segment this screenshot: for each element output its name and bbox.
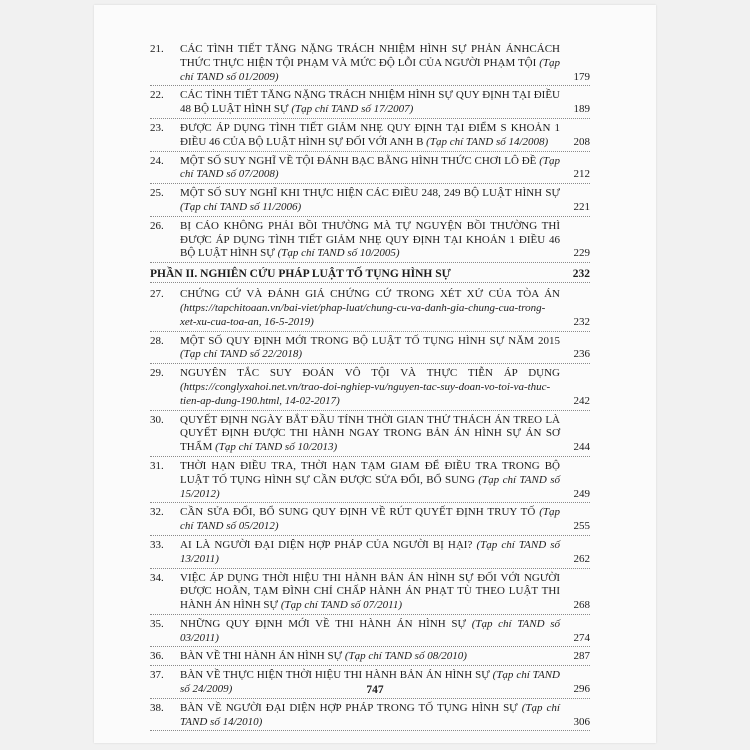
entry-source: (Tạp chí TAND số 13/2011) — [180, 538, 561, 565]
toc-list-part-2 — [150, 288, 590, 731]
toc-entry — [150, 187, 590, 217]
toc-entry — [150, 650, 590, 666]
entry-number: 36. — [150, 650, 164, 663]
entry-title: NGUYÊN TẮC SUY ĐOÁN VÔ TỘI VÀ THỰC TIỄN ÁP DỤNG — [180, 367, 560, 380]
entry-page: 268 — [573, 599, 590, 612]
entry-title: MỘT SỐ QUY ĐỊNH MỚI TRONG BỘ LUẬT TỐ TỤNG HÌNH SỰ NĂM 2015 — [180, 334, 560, 347]
toc-entry — [150, 122, 590, 152]
section-title: PHẦN II. NGHIÊN CỨU PHÁP LUẬT TỐ TỤNG HÌNH SỰ — [150, 268, 451, 281]
entry-page: 189 — [573, 103, 590, 116]
entry-source: (Tạp chí TAND số 11/2006) — [180, 200, 302, 213]
entry-number: 26. — [150, 219, 164, 232]
entry-page: 232 — [573, 315, 590, 328]
toc-entry — [150, 288, 590, 331]
entry-page: 296 — [573, 683, 590, 696]
entry-text — [180, 572, 560, 613]
toc-entry — [150, 618, 590, 648]
page-number: 747 — [366, 684, 384, 696]
entry-number: 33. — [150, 538, 164, 551]
entry-page: 306 — [573, 715, 590, 728]
entry-title: CÁC TÌNH TIẾT TĂNG NẶNG TRÁCH NHIỆM HÌNH SỰ QUY ĐỊNH TẠI ĐIỀU 48 BỘ LUẬT HÌNH SỰ — [180, 89, 560, 116]
entry-number: 21. — [150, 43, 164, 55]
entry-source: (Tạp chí TAND số 10/2013) — [215, 441, 338, 454]
entry-text — [180, 506, 560, 534]
entry-page: 229 — [573, 247, 590, 260]
entry-page: 287 — [573, 650, 590, 663]
entry-page: 255 — [573, 520, 590, 533]
entry-source: (Tạp chí TAND số 05/2012) — [180, 506, 561, 533]
toc-entry — [150, 43, 590, 86]
entry-number: 31. — [150, 459, 164, 472]
entry-page: 236 — [573, 348, 590, 361]
entry-text — [180, 702, 560, 730]
toc-entry — [150, 539, 590, 569]
entry-number: 38. — [150, 701, 164, 714]
toc-entry — [150, 220, 590, 263]
entry-source: (Tạp chí TAND số 03/2011) — [180, 617, 560, 644]
entry-source: (https://conglyxahoi.net.vn/trao-doi-nghiep-vu/nguyen-tac-suy-doan-vo-toi-va-thuc-tien-ap-dung-190.html, 14-02-2017) — [180, 380, 551, 407]
entry-title: NHỮNG QUY ĐỊNH MỚI VỀ THI HÀNH ÁN HÌNH SỰ — [180, 617, 467, 630]
entry-source: (Tạp chí TAND số 24/2009) — [180, 669, 560, 696]
entry-page: 249 — [573, 487, 590, 500]
entry-text — [180, 288, 560, 329]
entry-source: (Tạp chí TAND số 14/2010) — [180, 701, 560, 728]
entry-text — [180, 335, 560, 363]
entry-text — [180, 414, 560, 455]
entry-source: (Tạp chí TAND số 14/2008) — [426, 135, 549, 148]
entry-title: CẦN SỬA ĐỔI, BỔ SUNG QUY ĐỊNH VỀ RÚT QUYẾT ĐỊNH TRUY TỐ — [180, 506, 536, 519]
entry-title: MỘT SỐ SUY NGHĨ VỀ TỘI ĐÁNH BẠC BẰNG HÌNH THỨC CHƠI LÔ ĐỀ — [180, 154, 537, 167]
entry-text — [180, 618, 560, 646]
entry-title: THỜI HẠN ĐIỀU TRA, THỜI HẠN TẠM GIAM ĐỂ ĐIỀU TRA TRONG BỘ LUẬT TỐ TỤNG HÌNH SỰ CẦN ĐƯỢC SỬA ĐỔI, BỔ SUNG — [180, 459, 560, 486]
entry-text — [180, 650, 560, 664]
entry-page: 221 — [573, 200, 590, 213]
toc-entry — [150, 460, 590, 503]
entry-number: 29. — [150, 367, 164, 380]
entry-source: (Tạp chí TAND số 15/2012) — [180, 473, 560, 500]
entry-page: 212 — [573, 168, 590, 181]
toc-entry — [150, 155, 590, 185]
entry-text — [180, 220, 560, 261]
entry-number: 37. — [150, 669, 164, 682]
entry-source: (Tạp chí TAND số 10/2005) — [277, 247, 400, 260]
entry-title: AI LÀ NGƯỜI ĐẠI DIỆN HỢP PHÁP CỦA NGƯỜI BỊ HẠI? — [180, 538, 473, 551]
entry-text — [180, 43, 560, 84]
entry-text — [180, 89, 560, 117]
entry-number: 25. — [150, 187, 164, 200]
toc-entry — [150, 367, 590, 410]
toc-entry — [150, 89, 590, 119]
entry-page: 179 — [573, 70, 590, 83]
section-heading — [150, 267, 590, 283]
entry-title: CHỨNG CỨ VÀ ĐÁNH GIÁ CHỨNG CỨ TRONG XÉT XỬ CỦA TÒA ÁN — [180, 288, 560, 301]
toc-list-part-1 — [150, 43, 590, 263]
entry-number: 30. — [150, 413, 164, 426]
toc-entry — [150, 702, 590, 732]
entry-source: (Tạp chí TAND số 08/2010) — [344, 650, 467, 663]
entry-title: VIỆC ÁP DỤNG THỜI HIỆU THI HÀNH BẢN ÁN HÌNH SỰ ĐỐI VỚI NGƯỜI ĐƯỢC HOÃN, TẠM ĐÌNH CHỈ CHẤP HÀNH ÁN PHẠT TÙ THEO LUẬT THI HÀNH ÁN HÌNH SỰ — [180, 571, 560, 612]
entry-number: 32. — [150, 506, 164, 519]
entry-text — [180, 539, 560, 567]
entry-title: MỘT SỐ SUY NGHĨ KHI THỰC HIỆN CÁC ĐIỀU 248, 249 BỘ LUẬT HÌNH SỰ — [180, 187, 560, 200]
entry-number: 23. — [150, 121, 164, 134]
entry-number: 34. — [150, 571, 164, 584]
entry-source: (Tạp chí TAND số 22/2018) — [180, 348, 303, 361]
toc-entry — [150, 414, 590, 457]
entry-title: BỊ CÁO KHÔNG PHẢI BỒI THƯỜNG MÀ TỰ NGUYỆN BỒI THƯỜNG THÌ ĐƯỢC ÁP DỤNG TÌNH TIẾT GIẢM NHẸ QUY ĐỊNH TẠI KHOẢN 1 ĐIỀU 46 BỘ LUẬT HÌNH SỰ — [180, 219, 560, 260]
entry-text — [180, 122, 560, 150]
entry-text — [180, 187, 560, 215]
entry-title: BÀN VỀ NGƯỜI ĐẠI DIỆN HỢP PHÁP TRONG TỐ TỤNG HÌNH SỰ — [180, 701, 518, 714]
entry-text — [180, 155, 560, 183]
section-page: 232 — [572, 268, 590, 281]
book-page — [94, 5, 656, 743]
entry-number: 27. — [150, 288, 164, 301]
entry-number: 22. — [150, 89, 164, 102]
entry-text — [180, 367, 560, 408]
entry-number: 28. — [150, 334, 164, 347]
entry-source: (Tạp chí TAND số 07/2011) — [280, 599, 403, 612]
entry-title: QUYẾT ĐỊNH NGÀY BẮT ĐẦU TÍNH THỜI GIAN THỬ THÁCH ÁN TREO LÀ QUYẾT ĐỊNH ĐƯỢC THI HÀNH NGAY TRONG BẢN ÁN HÌNH SỰ ÁN SƠ THẨM — [180, 413, 560, 454]
entry-title: BÀN VỀ THỰC HIỆN THỜI HIỆU THI HÀNH BẢN ÁN HÌNH SỰ — [180, 669, 490, 682]
toc-entry — [150, 506, 590, 536]
toc-entry — [150, 335, 590, 365]
entry-page: 274 — [573, 631, 590, 644]
entry-page: 244 — [573, 441, 590, 454]
entry-title: CÁC TÌNH TIẾT TĂNG NẶNG TRÁCH NHIỆM HÌNH SỰ PHẢN ÁNHCÁCH THỨC THỰC HIỆN TỘI PHẠM VÀ MỨC ĐỘ LỖI CỦA NGƯỜI PHẠM TỘI — [180, 43, 560, 69]
entry-number: 24. — [150, 154, 164, 167]
entry-text — [180, 460, 560, 501]
entry-page: 208 — [573, 135, 590, 148]
entry-title: ĐƯỢC ÁP DỤNG TÌNH TIẾT GIẢM NHẸ QUY ĐỊNH TẠI ĐIỂM S KHOẢN 1 ĐIỀU 46 CỦA BỘ LUẬT HÌNH SỰ ĐỐI VỚI ANH B — [180, 121, 560, 148]
toc-entry — [150, 572, 590, 615]
entry-page: 262 — [573, 552, 590, 565]
entry-title: BÀN VỀ THI HÀNH ÁN HÌNH SỰ — [180, 650, 343, 663]
entry-source: (Tạp chí TAND số 17/2007) — [291, 103, 414, 116]
table-of-contents — [150, 43, 590, 734]
entry-source: (https://tapchitoaan.vn/bai-viet/phap-luat/chung-cu-va-danh-gia-chung-cua-trong-xet-xu-cua-toa-an, 16-5-2019) — [180, 301, 546, 328]
entry-source: (Tạp chí TAND số 01/2009) — [180, 56, 561, 83]
entry-number: 35. — [150, 617, 164, 630]
entry-source: (Tạp chí TAND số 07/2008) — [180, 154, 561, 181]
entry-page: 242 — [573, 394, 590, 407]
